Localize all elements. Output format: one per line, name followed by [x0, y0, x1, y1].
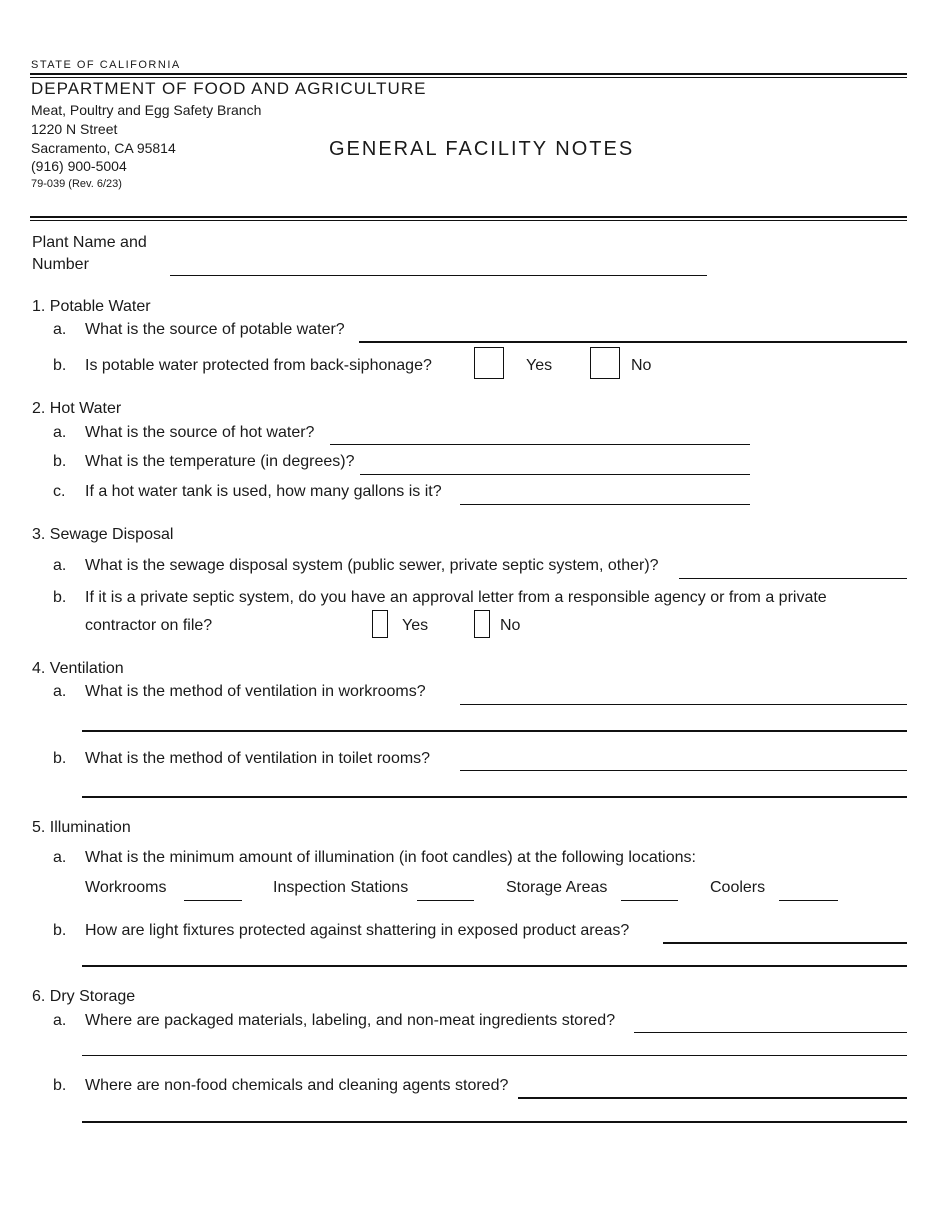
street-address: 1220 N Street [31, 121, 118, 137]
item-letter: a. [53, 424, 67, 441]
section-heading-sewage-disposal: 3. Sewage Disposal [32, 526, 174, 543]
hot-water-tank-gallons-input[interactable] [460, 482, 750, 505]
yes-label: Yes [402, 617, 429, 634]
item-letter: a. [53, 321, 67, 338]
state-label: STATE OF CALIFORNIA [31, 59, 181, 71]
section-heading-illumination: 5. Illumination [32, 819, 131, 836]
back-siphonage-yes-checkbox[interactable] [474, 347, 504, 379]
item-letter: a. [53, 849, 67, 866]
header-rule-bottom-thin [30, 220, 907, 221]
chemicals-storage-question: Where are non-food chemicals and cleaning agents stored? [85, 1077, 509, 1094]
hot-water-temperature-question: What is the temperature (in degrees)? [85, 453, 355, 470]
storage-areas-illumination-input[interactable] [621, 878, 678, 901]
back-siphonage-no-checkbox[interactable] [590, 347, 620, 379]
illumination-minimum-question: What is the minimum amount of illumination (in foot candles) at the following locations: [85, 849, 696, 866]
phone-number: (916) 900-5004 [31, 158, 127, 174]
sewage-system-question: What is the sewage disposal system (public sewer, private septic system, other)? [85, 557, 659, 574]
section-heading-ventilation: 4. Ventilation [32, 660, 124, 677]
form-id: 79-039 (Rev. 6/23) [31, 178, 122, 190]
yes-label: Yes [526, 357, 553, 374]
potable-water-source-input[interactable] [359, 319, 907, 343]
no-label: No [631, 357, 652, 374]
storage-areas-label: Storage Areas [506, 879, 608, 896]
workroom-ventilation-question: What is the method of ventilation in workrooms? [85, 683, 426, 700]
septic-approval-question-cont: contractor on file? [85, 617, 213, 634]
workrooms-illumination-input[interactable] [184, 878, 242, 901]
toilet-ventilation-input-line2[interactable] [82, 774, 907, 798]
packaged-materials-question: Where are packaged materials, labeling, and non-meat ingredients stored? [85, 1012, 616, 1029]
header-rule-top-thin [30, 77, 907, 78]
item-letter: a. [53, 1012, 67, 1029]
sewage-system-input[interactable] [679, 556, 907, 579]
toilet-ventilation-question: What is the method of ventilation in toilet rooms? [85, 750, 431, 767]
item-letter: b. [53, 589, 67, 606]
inspection-stations-label: Inspection Stations [273, 879, 409, 896]
city-address: Sacramento, CA 95814 [31, 140, 176, 156]
plant-name-input[interactable] [170, 253, 707, 276]
chemicals-storage-input-line2[interactable] [82, 1099, 907, 1123]
plant-name-label: Plant Name and [32, 234, 147, 251]
section-heading-dry-storage: 6. Dry Storage [32, 988, 136, 1005]
packaged-materials-input[interactable] [634, 1010, 907, 1033]
section-heading-potable-water: 1. Potable Water [32, 298, 151, 315]
no-label: No [500, 617, 521, 634]
section-heading-hot-water: 2. Hot Water [32, 400, 122, 417]
coolers-illumination-input[interactable] [779, 878, 838, 901]
septic-approval-yes-checkbox[interactable] [372, 610, 388, 638]
plant-number-label: Number [32, 256, 89, 273]
hot-water-tank-question: If a hot water tank is used, how many gallons is it? [85, 483, 442, 500]
workroom-ventilation-input-line2[interactable] [82, 708, 907, 732]
item-letter: b. [53, 453, 67, 470]
branch-name: Meat, Poultry and Egg Safety Branch [31, 102, 262, 118]
item-letter: b. [53, 1077, 67, 1094]
light-fixtures-question: How are light fixtures protected against shattering in exposed product areas? [85, 922, 630, 939]
coolers-label: Coolers [710, 879, 766, 896]
potable-water-source-question: What is the source of potable water? [85, 321, 345, 338]
item-letter: a. [53, 557, 67, 574]
hot-water-source-input[interactable] [330, 422, 750, 445]
workrooms-label: Workrooms [85, 879, 167, 896]
item-letter: b. [53, 750, 67, 767]
packaged-materials-input-line2[interactable] [82, 1033, 907, 1056]
page-title: GENERAL FACILITY NOTES [329, 138, 635, 160]
item-letter: b. [53, 922, 67, 939]
item-letter: b. [53, 357, 67, 374]
hot-water-source-question: What is the source of hot water? [85, 424, 315, 441]
septic-approval-no-checkbox[interactable] [474, 610, 490, 638]
header-rule-top [30, 73, 907, 75]
workroom-ventilation-input[interactable] [460, 682, 907, 705]
inspection-stations-illumination-input[interactable] [417, 878, 474, 901]
chemicals-storage-input[interactable] [518, 1075, 907, 1099]
light-fixtures-input-line2[interactable] [82, 943, 907, 967]
back-siphonage-question: Is potable water protected from back-siphonage? [85, 357, 432, 374]
hot-water-temperature-input[interactable] [360, 452, 750, 475]
header-rule-bottom [30, 216, 907, 218]
toilet-ventilation-input[interactable] [460, 748, 907, 771]
item-letter: a. [53, 683, 67, 700]
department-name: DEPARTMENT OF FOOD AND AGRICULTURE [31, 79, 427, 98]
septic-approval-question: If it is a private septic system, do you have an approval letter from a responsible agency or from a private [85, 589, 827, 606]
light-fixtures-input[interactable] [663, 920, 907, 944]
item-letter: c. [53, 483, 66, 500]
